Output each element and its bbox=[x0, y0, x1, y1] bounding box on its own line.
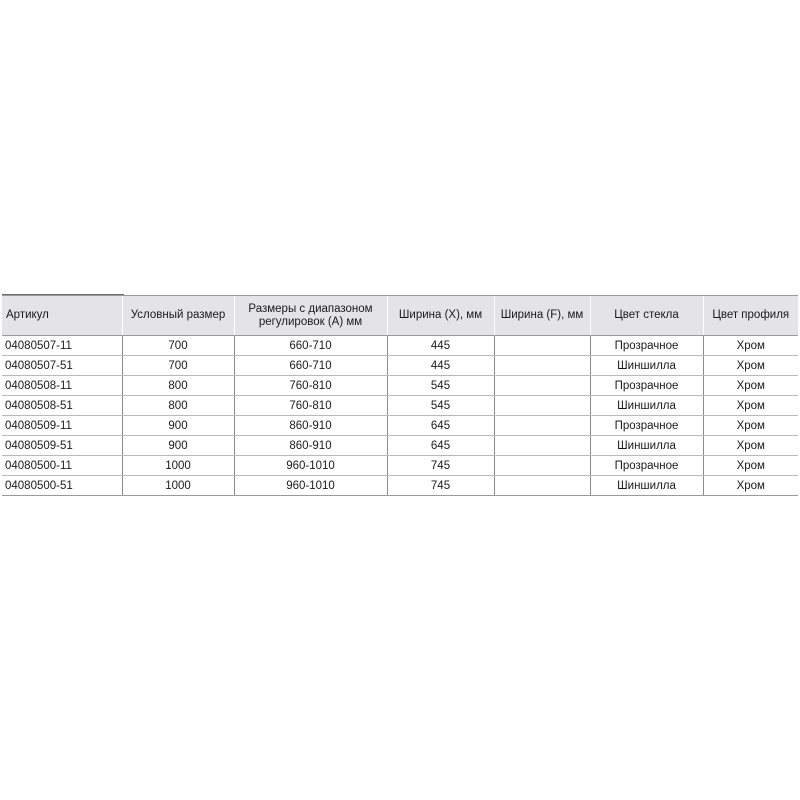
cell-nominal-size: 800 bbox=[122, 376, 234, 396]
cell-width-f bbox=[494, 396, 590, 416]
cell-width-x: 745 bbox=[387, 476, 494, 496]
header-row bbox=[2, 296, 798, 336]
cell-glass-color: Шиншилла bbox=[590, 396, 703, 416]
cell-glass-color: Прозрачное bbox=[590, 376, 703, 396]
cell-nominal-size: 700 bbox=[122, 336, 234, 356]
header-adjustment-range: Размеры с диапазоном регулировок (А) мм bbox=[234, 296, 387, 336]
cell-glass-color: Шиншилла bbox=[590, 476, 703, 496]
cell-profile-color: Хром bbox=[703, 416, 798, 436]
cell-nominal-size: 700 bbox=[122, 356, 234, 376]
header-accent-line bbox=[2, 294, 124, 295]
table-row bbox=[2, 376, 798, 396]
cell-article: 04080508-11 bbox=[2, 376, 122, 396]
cell-width-f bbox=[494, 436, 590, 456]
cell-width-f bbox=[494, 376, 590, 396]
cell-nominal-size: 900 bbox=[122, 416, 234, 436]
cell-glass-color: Шиншилла bbox=[590, 436, 703, 456]
cell-profile-color: Хром bbox=[703, 336, 798, 356]
cell-adjustment-range: 860-910 bbox=[234, 416, 387, 436]
cell-width-x: 545 bbox=[387, 396, 494, 416]
cell-width-x: 745 bbox=[387, 456, 494, 476]
table-row bbox=[2, 416, 798, 436]
cell-article: 04080509-51 bbox=[2, 436, 122, 456]
cell-adjustment-range: 660-710 bbox=[234, 356, 387, 376]
cell-nominal-size: 1000 bbox=[122, 476, 234, 496]
cell-article: 04080509-11 bbox=[2, 416, 122, 436]
cell-width-x: 645 bbox=[387, 436, 494, 456]
cell-adjustment-range: 760-810 bbox=[234, 376, 387, 396]
table-row bbox=[2, 456, 798, 476]
cell-glass-color: Прозрачное bbox=[590, 336, 703, 356]
cell-adjustment-range: 760-810 bbox=[234, 396, 387, 416]
table-row bbox=[2, 336, 798, 356]
table-row bbox=[2, 436, 798, 456]
cell-profile-color: Хром bbox=[703, 436, 798, 456]
header-nominal-size: Условный размер bbox=[122, 296, 234, 336]
cell-article: 04080508-51 bbox=[2, 396, 122, 416]
cell-width-x: 445 bbox=[387, 356, 494, 376]
spec-table bbox=[2, 295, 798, 496]
table-header bbox=[2, 296, 798, 336]
cell-width-x: 645 bbox=[387, 416, 494, 436]
cell-nominal-size: 800 bbox=[122, 396, 234, 416]
cell-width-f bbox=[494, 476, 590, 496]
cell-adjustment-range: 960-1010 bbox=[234, 456, 387, 476]
cell-profile-color: Хром bbox=[703, 456, 798, 476]
header-profile-color: Цвет профиля bbox=[703, 296, 798, 336]
cell-width-f bbox=[494, 416, 590, 436]
cell-profile-color: Хром bbox=[703, 356, 798, 376]
cell-article: 04080500-11 bbox=[2, 456, 122, 476]
cell-nominal-size: 900 bbox=[122, 436, 234, 456]
cell-glass-color: Прозрачное bbox=[590, 456, 703, 476]
cell-glass-color: Шиншилла bbox=[590, 356, 703, 376]
cell-adjustment-range: 660-710 bbox=[234, 336, 387, 356]
cell-width-f bbox=[494, 456, 590, 476]
header-glass-color: Цвет стекла bbox=[590, 296, 703, 336]
header-width-f: Ширина (F), мм bbox=[494, 296, 590, 336]
cell-profile-color: Хром bbox=[703, 396, 798, 416]
cell-adjustment-range: 960-1010 bbox=[234, 476, 387, 496]
cell-glass-color: Прозрачное bbox=[590, 416, 703, 436]
cell-width-x: 445 bbox=[387, 336, 494, 356]
cell-article: 04080500-51 bbox=[2, 476, 122, 496]
cell-nominal-size: 1000 bbox=[122, 456, 234, 476]
table-body bbox=[2, 336, 798, 496]
header-article: Артикул bbox=[2, 296, 122, 336]
cell-adjustment-range: 860-910 bbox=[234, 436, 387, 456]
table-row bbox=[2, 356, 798, 376]
table-row bbox=[2, 396, 798, 416]
cell-width-f bbox=[494, 356, 590, 376]
cell-profile-color: Хром bbox=[703, 476, 798, 496]
cell-width-f bbox=[494, 336, 590, 356]
cell-width-x: 545 bbox=[387, 376, 494, 396]
header-width-x: Ширина (Х), мм bbox=[387, 296, 494, 336]
cell-article: 04080507-11 bbox=[2, 336, 122, 356]
table-row bbox=[2, 476, 798, 496]
cell-article: 04080507-51 bbox=[2, 356, 122, 376]
cell-profile-color: Хром bbox=[703, 376, 798, 396]
spec-table-container bbox=[2, 295, 798, 496]
